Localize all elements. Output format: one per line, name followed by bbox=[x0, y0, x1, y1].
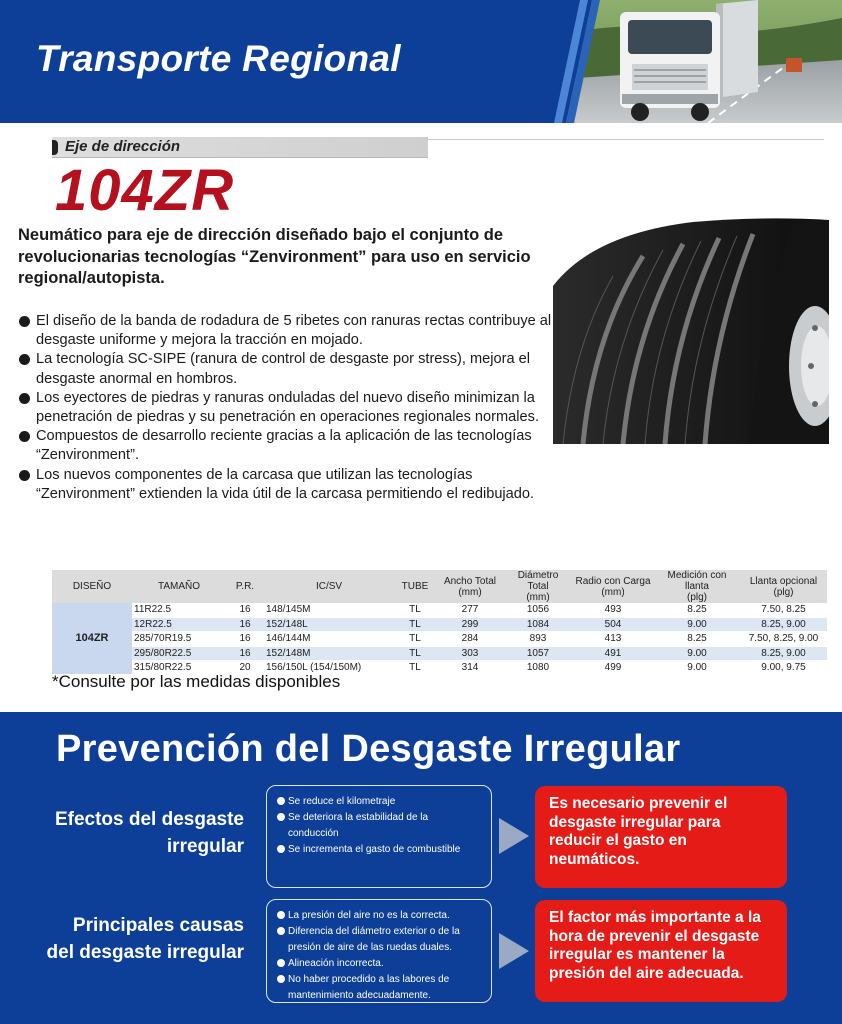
table-row bbox=[52, 646, 827, 660]
cell-width: 284 bbox=[436, 632, 504, 646]
cell-pr: 20 bbox=[226, 661, 264, 675]
strip-marker bbox=[52, 140, 58, 155]
product-intro: Neumático para eje de dirección diseñado bajo el conjunto de revolucionarias tecnologías “Zenvironment” para uso en servicio regional/autopista. bbox=[18, 226, 531, 287]
cell-size: 295/80R22.5 bbox=[132, 646, 226, 660]
effect-item: Se reduce el kilometraje bbox=[277, 794, 481, 810]
cell-rim: 8.25 bbox=[654, 632, 740, 646]
cell-width: 299 bbox=[436, 617, 504, 631]
col-pr: P.R. bbox=[226, 570, 264, 603]
table-row bbox=[52, 632, 827, 646]
causes-label: Principales causas del desgaste irregular bbox=[46, 915, 244, 963]
col-tube: TUBE bbox=[394, 570, 436, 603]
effects-bubble bbox=[266, 785, 492, 888]
page-title: Transporte Regional bbox=[36, 38, 401, 79]
cell-radius: 493 bbox=[572, 603, 654, 617]
cell-size: 315/80R22.5 bbox=[132, 661, 226, 675]
cell-tube: TL bbox=[394, 632, 436, 646]
cell-diameter: 1056 bbox=[504, 603, 572, 617]
cell-optional: 8.25, 9.00 bbox=[740, 617, 827, 631]
cell-width: 303 bbox=[436, 646, 504, 660]
cell-rim: 9.00 bbox=[654, 646, 740, 660]
feature-item: El diseño de la banda de rodadura de 5 ribetes con ranuras rectas contribuye al desgaste uniforme y mejora la tracción en mojado. bbox=[18, 312, 558, 350]
col-icsv: IC/SV bbox=[264, 570, 394, 603]
cell-optional: 9.00, 9.75 bbox=[740, 661, 827, 675]
axle-section-strip bbox=[52, 137, 428, 158]
divider bbox=[428, 139, 824, 140]
cell-icsv: 152/148M bbox=[264, 646, 394, 660]
tire-photo bbox=[553, 216, 829, 444]
cell-optional: 8.25, 9.00 bbox=[740, 646, 827, 660]
cell-pr: 16 bbox=[226, 646, 264, 660]
effect-item: Se deteriora la estabilidad de la conducción bbox=[277, 810, 481, 842]
col-size: TAMAÑO bbox=[132, 570, 226, 603]
cell-size: 12R22.5 bbox=[132, 617, 226, 631]
cause-item: Diferencia del diámetro exterior o de la presión de aire de las ruedas duales. bbox=[277, 924, 481, 956]
cell-diameter: 1084 bbox=[504, 617, 572, 631]
cell-size: 285/70R19.5 bbox=[132, 632, 226, 646]
cell-rim: 8.25 bbox=[654, 603, 740, 617]
table-header-row bbox=[52, 570, 827, 603]
cell-diameter: 893 bbox=[504, 632, 572, 646]
table-row bbox=[52, 603, 827, 617]
col-rim: Medición con llanta (plg) bbox=[654, 570, 740, 603]
effects-conclusion: Es necesario prevenir el desgaste irregular para reducir el gasto en neumáticos. bbox=[535, 786, 787, 888]
cell-radius: 504 bbox=[572, 617, 654, 631]
causes-bubble bbox=[266, 899, 492, 1003]
cell-optional: 7.50, 8.25, 9.00 bbox=[740, 632, 827, 646]
cell-tube: TL bbox=[394, 661, 436, 675]
axle-section-label: Eje de dirección bbox=[65, 138, 181, 155]
cause-item: Alineación incorrecta. bbox=[277, 956, 481, 972]
feature-list bbox=[18, 312, 558, 504]
header-banner bbox=[0, 0, 842, 123]
cell-icsv: 156/150L (154/150M) bbox=[264, 661, 394, 675]
feature-item: La tecnología SC-SIPE (ranura de control de desgaste por stress), mejora el desgaste anormal en hombros. bbox=[18, 350, 558, 388]
cell-rim: 9.00 bbox=[654, 617, 740, 631]
col-optional-rim: Llanta opcional (plg) bbox=[740, 570, 827, 603]
cell-optional: 7.50, 8.25 bbox=[740, 603, 827, 617]
col-radius: Radio con Carga (mm) bbox=[572, 570, 654, 603]
cell-width: 277 bbox=[436, 603, 504, 617]
feature-item: Los eyectores de piedras y ranuras onduladas del nuevo diseño minimizan la penetración de piedras y su penetración en operaciones regionales normales. bbox=[18, 389, 558, 427]
col-design: DISEÑO bbox=[52, 570, 132, 603]
cell-icsv: 146/144M bbox=[264, 632, 394, 646]
effects-label: Efectos del desgaste irregular bbox=[54, 809, 244, 857]
col-width: Ancho Total (mm) bbox=[436, 570, 504, 603]
feature-item: Compuestos de desarrollo reciente gracias a la aplicación de las tecnologías “Zenvironment”. bbox=[18, 427, 558, 465]
cell-radius: 499 bbox=[572, 661, 654, 675]
cell-tube: TL bbox=[394, 646, 436, 660]
cell-pr: 16 bbox=[226, 603, 264, 617]
cell-diameter: 1057 bbox=[504, 646, 572, 660]
cell-diameter: 1080 bbox=[504, 661, 572, 675]
availability-note: *Consulte por las medidas disponibles bbox=[52, 672, 341, 691]
causes-conclusion: El factor más importante a la hora de prevenir el desgaste irregular es mantener la presión del aire adecuada. bbox=[535, 900, 787, 1002]
cell-icsv: 148/145M bbox=[264, 603, 394, 617]
effect-item: Se incrementa el gasto de combustible bbox=[277, 842, 481, 858]
cell-tube: TL bbox=[394, 617, 436, 631]
cell-width: 314 bbox=[436, 661, 504, 675]
cell-pr: 16 bbox=[226, 617, 264, 631]
cell-radius: 491 bbox=[572, 646, 654, 660]
col-diameter: Diámetro Total (mm) bbox=[504, 570, 572, 603]
prevention-title: Prevención del Desgaste Irregular bbox=[56, 728, 681, 770]
cell-tube: TL bbox=[394, 603, 436, 617]
prevention-section bbox=[0, 712, 842, 1024]
specs-table bbox=[52, 570, 827, 675]
cell-radius: 413 bbox=[572, 632, 654, 646]
cell-rim: 9.00 bbox=[654, 661, 740, 675]
arrow-right-icon bbox=[499, 933, 529, 969]
product-name: 104ZR bbox=[55, 158, 235, 223]
model-cell: 104ZR bbox=[52, 603, 132, 675]
feature-item: Los nuevos componentes de la carcasa que utilizan las tecnologías “Zenvironment” extienden la vida útil de la carcasa permitiendo el redibujado. bbox=[18, 466, 558, 504]
truck-photo bbox=[548, 0, 842, 123]
cell-size: 11R22.5 bbox=[132, 603, 226, 617]
cell-icsv: 152/148L bbox=[264, 617, 394, 631]
table-row bbox=[52, 617, 827, 631]
cause-item: No haber procedido a las labores de mantenimiento adecuadamente. bbox=[277, 972, 481, 1004]
cause-item: La presión del aire no es la correcta. bbox=[277, 908, 481, 924]
arrow-right-icon bbox=[499, 818, 529, 854]
cell-pr: 16 bbox=[226, 632, 264, 646]
